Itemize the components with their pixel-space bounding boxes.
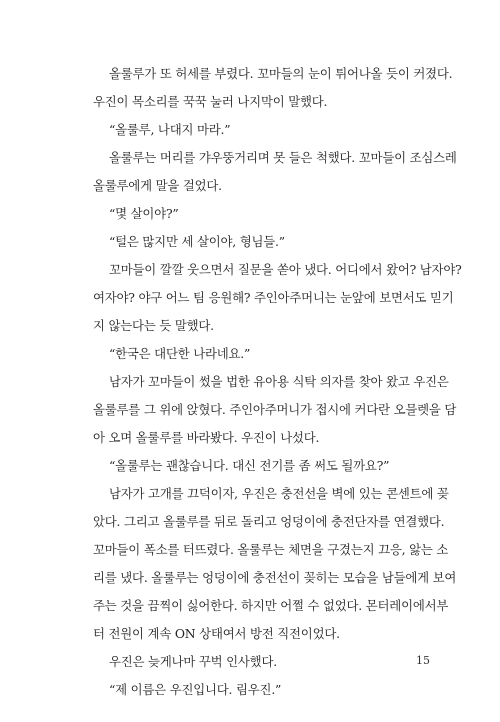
paragraph-6-line-2: 여자야? 야구 어느 팀 응원해? 주인아주머니는 눈앞에 보면서도 믿기: [93, 290, 454, 305]
paragraph-1-line-1: 올룰루가 또 허세를 부렸다. 꼬마들의 눈이 튀어나올 듯이 커졌다.: [109, 66, 453, 81]
paragraph-1-line-2: 우진이 목소리를 꾹꾹 눌러 나지막이 말했다.: [93, 94, 328, 109]
paragraph-10-line-2: 았다. 그리고 올룰루를 뒤로 돌리고 엉덩이에 충전단자를 연결했다.: [93, 514, 445, 529]
paragraph-10-line-1: 남자가 고개를 끄덕이자, 우진은 충전선을 벽에 있는 콘센트에 꽂: [109, 486, 449, 501]
paragraph-11-line-1: 우진은 늦게나마 꾸벅 인사했다.: [109, 654, 277, 669]
paragraph-10-line-5: 주는 것을 끔찍이 싫어한다. 하지만 어쩔 수 없었다. 몬터레이에서부: [93, 598, 449, 613]
paragraph-5-line-1: “털은 많지만 세 살이야, 형님들.”: [109, 234, 285, 249]
paragraph-10-line-6: 터 전원이 계속 ON 상태여서 방전 직전이었다.: [93, 626, 340, 641]
paragraph-6-line-1: 꼬마들이 깔깔 웃으면서 질문을 쏟아 냈다. 어디에서 왔어? 남자야?: [109, 262, 462, 277]
paragraph-3-line-2: 올룰루에게 말을 걸었다.: [93, 178, 222, 193]
paragraph-12-line-1: “제 이름은 우진입니다. 림우진.”: [109, 682, 282, 697]
paragraph-6-line-3: 지 않는다는 듯 말했다.: [93, 318, 214, 333]
paragraph-7-line-1: “한국은 대단한 나라네요.”: [109, 346, 251, 361]
paragraph-8-line-1: 남자가 꼬마들이 썼을 법한 유아용 식탁 의자를 찾아 왔고 우진은: [109, 374, 449, 389]
paragraph-8-line-2: 올룰루를 그 위에 앉혔다. 주인아주머니가 접시에 커다란 오믈렛을 담: [93, 402, 457, 417]
paragraph-8-line-3: 아 오며 올룰루를 바라봤다. 우진이 나섰다.: [93, 430, 320, 445]
page-number: 15: [416, 654, 430, 667]
paragraph-9-line-1: “올룰루는 괜찮습니다. 대신 전기를 좀 써도 될까요?”: [109, 458, 390, 473]
paragraph-10-line-3: 꼬마들이 폭소를 터뜨렸다. 올룰루는 체면을 구겼는지 끄응, 앓는 소: [93, 542, 449, 557]
paragraph-4-line-1: “몇 살이야?”: [109, 206, 179, 221]
paragraph-2-line-1: “올룰루, 나대지 마라.”: [109, 122, 231, 137]
paragraph-10-line-4: 리를 냈다. 올룰루는 엉덩이에 충전선이 꽂히는 모습을 남들에게 보여: [93, 570, 457, 585]
paragraph-3-line-1: 올룰루는 머리를 갸우뚱거리며 못 들은 척했다. 꼬마들이 조심스레: [109, 150, 457, 165]
